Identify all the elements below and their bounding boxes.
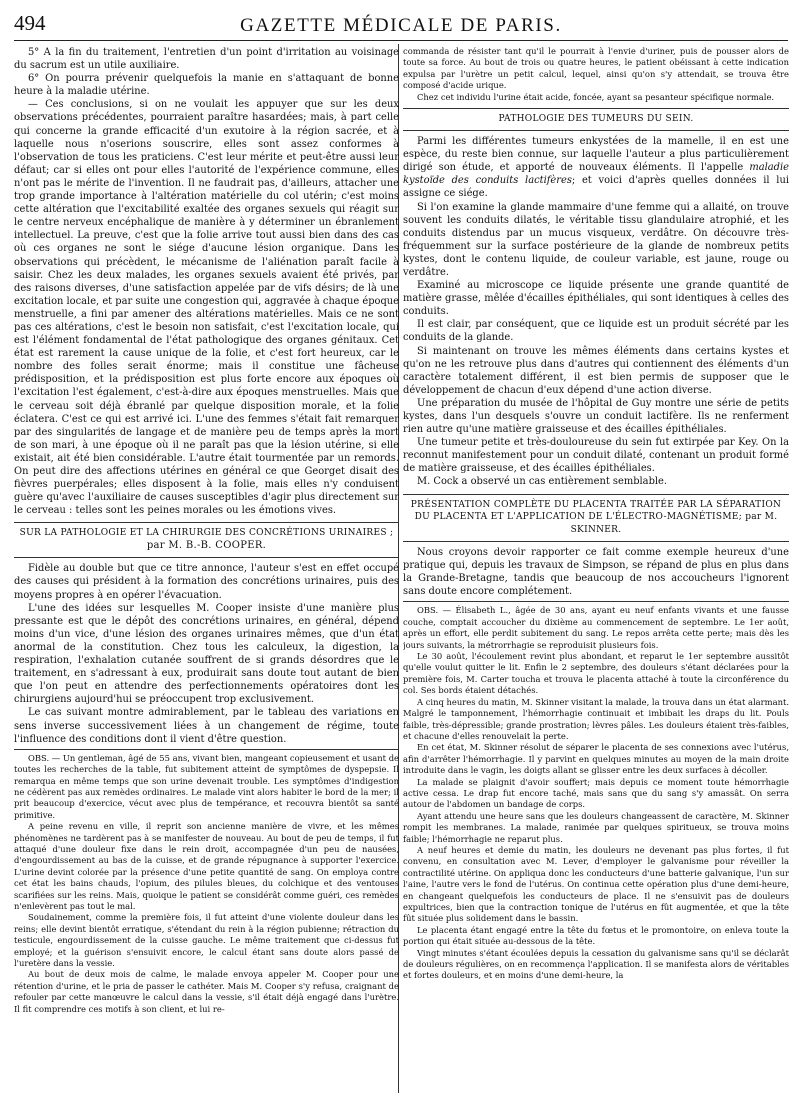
observation-paragraph: Ayant attendu une heure sans que les douleurs changeassent de caractère, M. Skinner rompit les membranes. La malade, ranimée par quelques spiritueux, se trouva moins faible; l'hémorrhagie ne reparut plus.	[403, 810, 789, 844]
section-divider	[14, 749, 399, 750]
observation-paragraph: Vingt minutes s'étant écoulées depuis la cessation du galvanisme sans qu'il se déclarât de douleurs régulières, on en recommença l'application. Il se manifesta alors de véritables et fortes douleurs, et en moins d'une demi-heure, la	[403, 947, 789, 981]
section-divider	[403, 601, 789, 602]
observation-paragraph: commanda de résister tant qu'il le pourrait à l'envie d'uriner, puis de pousser alors de toute sa force. Au bout de trois ou quatre heures, le patient obéissant à cette indication expulsa par l'urètre un petit calcul, lequel, ainsi qu'on s'y attendait, se trouva être composé d'acide urique.	[403, 46, 789, 91]
page-number: 494	[14, 11, 46, 35]
observation-paragraph: A cinq heures du matin, M. Skinner visitant la malade, la trouva dans un état alarmant. Malgré le tamponnement, l'hémorrhagie continuait et imbibait les draps du lit. Pouls faible, très-dépressible; grande prostration; lèvres pâles. Les douleurs étaient très-faibles, et chacune d'elles renouvelait la perte.	[403, 696, 789, 741]
section-divider	[403, 541, 789, 542]
section-divider	[14, 522, 399, 523]
paragraph: M. Cock a observé un cas entièrement semblable.	[417, 476, 668, 488]
page-header	[14, 6, 788, 41]
article-title: SUR LA PATHOLOGIE ET LA CHIRURGIE DES CONCRÉTIONS URINAIRES ;	[19, 528, 394, 539]
paragraph: Une préparation du musée de l'hôpital de Guy montre une série de petits kystes, dans l'un desquels s'ouvre un conduit lactifère. Ils ne renferment rien autre qu'une matière graisseuse et des écailles épithéliales.	[403, 397, 789, 436]
paragraph: Si maintenant on trouve les mêmes éléments dans certains kystes et qu'on ne les retrouve plus dans d'autres qui contiennent des éléments d'un caractère totalement différent, il est bien permis de supposer que le développement de chacun d'eux dépend d'une action diverse.	[403, 345, 789, 396]
paragraph: L'une des idées sur lesquelles M. Cooper insiste d'une manière plus pressante est que le dépôt des concrétions urinaires, en général, dépend moins d'un vice, d'une lésion des organes urinaires mêmes, que d'un état anormal de la constitution. Chez tous les calculeux, la digestion, la respiration, l'exhalation cutanée souffrent de si grands désordres que le traitement, en s'adressant à eux, produirait sans doute tout autant de bien que l'on peut en attendre des perfectionnements opératoires dont les chirurgiens aujourd'hui se préoccupent trop exclusivement.	[14, 602, 399, 706]
section-divider	[403, 108, 789, 109]
observation-paragraph: Soudainement, comme la première fois, il fut atteint d'une violente douleur dans les reins; elle devint bientôt erratique, s'étendant du rein à la région pubienne; rétraction du testicule, engourdissement de la cuisse gauche. Le même traitement que ci-dessus fut employé; et la guérison s'ensuivit encore, le calcul étant sans doute alors passé de l'uretère dans la vessie.	[14, 912, 399, 968]
paragraph: Si l'on examine la glande mammaire d'une femme qui a allaité, on trouve souvent les conduits dilatés, le véritable tissu glandulaire atrophié, et les conduits distendus par un mucus visqueux, verdâtre. On découvre très-fréquemment sur la surface postérieure de la glande de nombreux petits kystes, dont le contenu liquide, de couleur variable, est jaune, rouge ou verdâtre.	[403, 201, 789, 278]
emphasized-term: maladie kystoïde des conduits lactifères	[403, 162, 789, 187]
section-divider	[403, 130, 789, 131]
article-title: PRÉSENTATION COMPLÈTE DU PLACENTA TRAITÉE PAR LA SÉPARATION DU PLACENTA ET L'APPLICATION DE L'ÉLECTRO-MAGNÉTISME; par M. SKINNER.	[410, 499, 782, 535]
observation-paragraph: OBS. — Élisabeth L., âgée de 30 ans, ayant eu neuf enfants vivants et une fausse couche, comptait accoucher du dixième au commencement de septembre. Le 1er août, après un effort, elle perdit subitement du sang. Le repos arrêta cette perte; mais dès les jours suivants, la métrorrhagie se reproduisit plusieurs fois.	[403, 605, 789, 650]
observation-paragraph: OBS. — Un gentleman, âgé de 55 ans, vivant bien, mangeant copieusement et usant de toutes les recherches de la table, fut subitement atteint de symptômes de dyspepsie. Il remarqua en même temps que son urine devenait trouble. Les symptômes d'indigestion ne cédèrent pas aux remèdes ordinaires. Le malade vint alors habiter le bord de la mer; il prit beaucoup d'exercice, vécut avec plus de tempérance, et recouvra bientôt sa santé primitive.	[14, 752, 399, 820]
observation-paragraph: La malade se plaignit d'avoir souffert; mais depuis ce moment toute hémorrhagie active cessa. Le drap fut encore taché, mais sans que du sang s'y amassât. On serra autour de l'abdomen un bandage de corps.	[403, 776, 789, 810]
text-run: Parmi les différentes tumeurs enkystées de la mamelle, il en est une espèce, du reste bien connue, sur laquelle l'auteur a plus particulièrement dirigé son étude, et apporté de nouveaux éléments. Il l'appelle	[403, 136, 789, 174]
paragraph: 5° A la fin du traitement, l'entretien d'un point d'irritation au voisinage du sacrum est un utile auxiliaire.	[14, 47, 399, 72]
observation-paragraph: Le placenta étant engagé entre la tête du fœtus et le promontoire, on enleva toute la portion qui était située au-dessous de la tête.	[403, 924, 789, 947]
section-divider	[14, 557, 399, 558]
paragraph	[403, 135, 789, 200]
section-title: PATHOLOGIE DES TUMEURS DU SEIN.	[498, 114, 694, 125]
paragraph: — Ces conclusions, si on ne voulait les appuyer que sur les deux observations précédentes, pourraient paraître hasardées; mais, à part celle qui concerne la grande efficacité d'un exutoire à la région sacrée, et à laquelle nous n'oserions souscrire, elles sont assez conformes à l'observation de tous les praticiens. C'est leur mérite et peut-être aussi leur défaut; car si elles ont pour elles l'autorité de l'expérience commune, elles n'ont pas le mérite de l'invention. Il ne faudrait pas, d'ailleurs, attacher une trop grande importance à l'altération matérielle du col utérin; c'est moins cette altération que l'excitabilité exaltée des organes sexuels qui réagit sur le centre nerveux encéphalique de manière à y déterminer un ébranlement intellectuel. La preuve, c'est que la folie arrive tout aussi bien dans des cas où ces organes ne sont le siége d'aucune lésion organique. Dans les observations qui précèdent, le mécanisme de l'aliénation paraît facile à saisir. Chez les deux malades, les organes sexuels avaient été privés, par des raisons diverses, d'une satisfaction appelée par de vifs désirs; de là une excitation locale, et par suite une congestion qui, aggravée à chaque époque menstruelle, a fini par amener des altérations matérielles. Mais ce ne sont pas ces altérations, c'est le besoin non satisfait, c'est l'excitation locale, qui est l'élément fondamental de l'état pathologique des organes génitaux. Cet état est rarement la cause unique de la folie, et c'est fort heureux, car le nombre des folles serait énorme; mais il constitue une fâcheuse prédisposition, et la prédisposition est plus forte encore aux époques où l'excitation l'est également, c'est-à-dire aux époques menstruelles. Mais que le cerveau soit déjà ébranlé par quelque disposition morale, et la folie éclatera. C'est ce qui est arrivé ici. L'une des femmes s'était fait remarquer par des singularités de langage et de manière peu de temps après la mort de son mari, à une époque où il ne paraît pas que la lésion utérine, si elle existait, ait été bien considérable. L'autre était tourmentée par un remords. On peut dire des affections utérines en général ce que Georget disait des fièvres puerpérales; elles disposent à la folie, mais elles n'y conduisent guère qu'avec l'auxiliaire de causes susceptibles d'agir plus directement sur le cerveau : telles sont les peines morales ou les émotions vives.	[14, 99, 399, 517]
paragraph: Fidèle au double but que ce titre annonce, l'auteur s'est en effet occupé des causes qui président à la formation des concrétions urinaires, puis des moyens propres à en opérer l'évacuation.	[14, 563, 399, 601]
paragraph: Examiné au microscope ce liquide présente une grande quantité de matière grasse, mêlée d'écailles épithéliales, qui sont identiques à celles des conduits.	[403, 280, 789, 318]
paragraph: 6° On pourra prévenir quelquefois la manie en s'attaquant de bonne heure à la maladie utérine.	[14, 73, 399, 98]
observation-paragraph: A peine revenu en ville, il reprit son ancienne manière de vivre, et les mêmes phénomènes ne tardèrent pas à se manifester de nouveau. Au bout de peu de temps, il fut attaqué d'une douleur fixe dans le rein droit, accompagnée d'un peu de nausées, d'engourdissement au bas de la cuisse, et de grande répugnance à supporter l'exercice. L'urine devint colorée par la présence d'une petite quantité de sang. On employa contre cet état les bains chauds, l'opium, des pilules bleues, du colchique et des ventouses scarifiées sur les reins. Mais, quoique le patient se considérât comme guéri, ces remèdes n'enlevèrent pas tout le mal.	[14, 821, 399, 911]
observation-paragraph: Chez cet individu l'urine était acide, foncée, ayant sa pesanteur spécifique normale.	[417, 91, 775, 102]
journal-title: GAZETTE MÉDICALE DE PARIS.	[240, 15, 562, 36]
section-divider	[403, 494, 789, 495]
paragraph: Le cas suivant montre admirablement, par le tableau des variations en sens inverse successivement liées à un changement de régime, toute l'influence des conditions dont il vient d'être question.	[14, 707, 399, 745]
paragraph: Nous croyons devoir rapporter ce fait comme exemple heureux d'une pratique qui, depuis les travaux de Simpson, se répand de plus en plus dans la Grande-Bretagne, tandis que beaucoup de nos accoucheurs l'ignorent sans doute encore complétement.	[403, 547, 789, 598]
paragraph: Une tumeur petite et très-douloureuse du sein fut extirpée par Key. On la reconnut manifestement pour un conduit dilaté, contenant un produit formé de matière graisseuse, et des écailles épithéliales.	[403, 437, 789, 475]
article-author: par M. B.-B. COOPER.	[146, 539, 267, 551]
left-column	[14, 46, 399, 1091]
observation-paragraph: En cet état, M. Skinner résolut de séparer le placenta de ses connexions avec l'utérus, afin d'arrêter l'hémorrhagie. Il y parvint en quelques minutes au moyen de la main droite introduite dans le vagin, les doigts allant se glisser entre les deux surfaces à décoller.	[403, 742, 789, 776]
text-run: ; et voici d'après quelles données il lui assigne ce siége.	[403, 175, 789, 200]
paragraph: Il est clair, par conséquent, que ce liquide est un produit sécrété par les conduits de la glande.	[403, 319, 789, 344]
observation-paragraph: Au bout de deux mois de calme, le malade envoya appeler M. Cooper pour une rétention d'urine, et le pria de passer le cathéter. Mais M. Cooper s'y refusa, craignant de refouler par cette manœuvre le calcul dans la vessie, s'il était déjà engagé dans l'urètre. Il fit comprendre ces motifs à son client, et lui re-	[14, 969, 399, 1014]
observation-paragraph: Le 30 août, l'écoulement revint plus abondant, et reparut le 1er septembre aussitôt qu'elle voulut quitter le lit. Enfin le 2 septembre, des douleurs s'étant déclarées pour la première fois, M. Carter toucha et trouva le placenta attaché à toute la circonférence du col. Ses bords étaient détachés.	[403, 651, 789, 696]
right-column	[403, 46, 789, 1091]
observation-paragraph: A neuf heures et demie du matin, les douleurs ne devenant pas plus fortes, il fut convenu, en consultation avec M. Lever, d'employer le galvanisme pour réveiller la contractilité utérine. On appliqua donc les conducteurs d'une batterie galvanique, l'un sur l'aine, l'autre vers le fond de l'utérus. On continua cette opération plus d'une demi-heure, en changeant quelquefois les conducteurs de place. Il ne s'ensuivit pas de douleurs expultrices, bien que la contraction tonique de l'utérus en fût augmentée, et que la tête fût située plus solidement dans le bassin.	[403, 844, 789, 924]
